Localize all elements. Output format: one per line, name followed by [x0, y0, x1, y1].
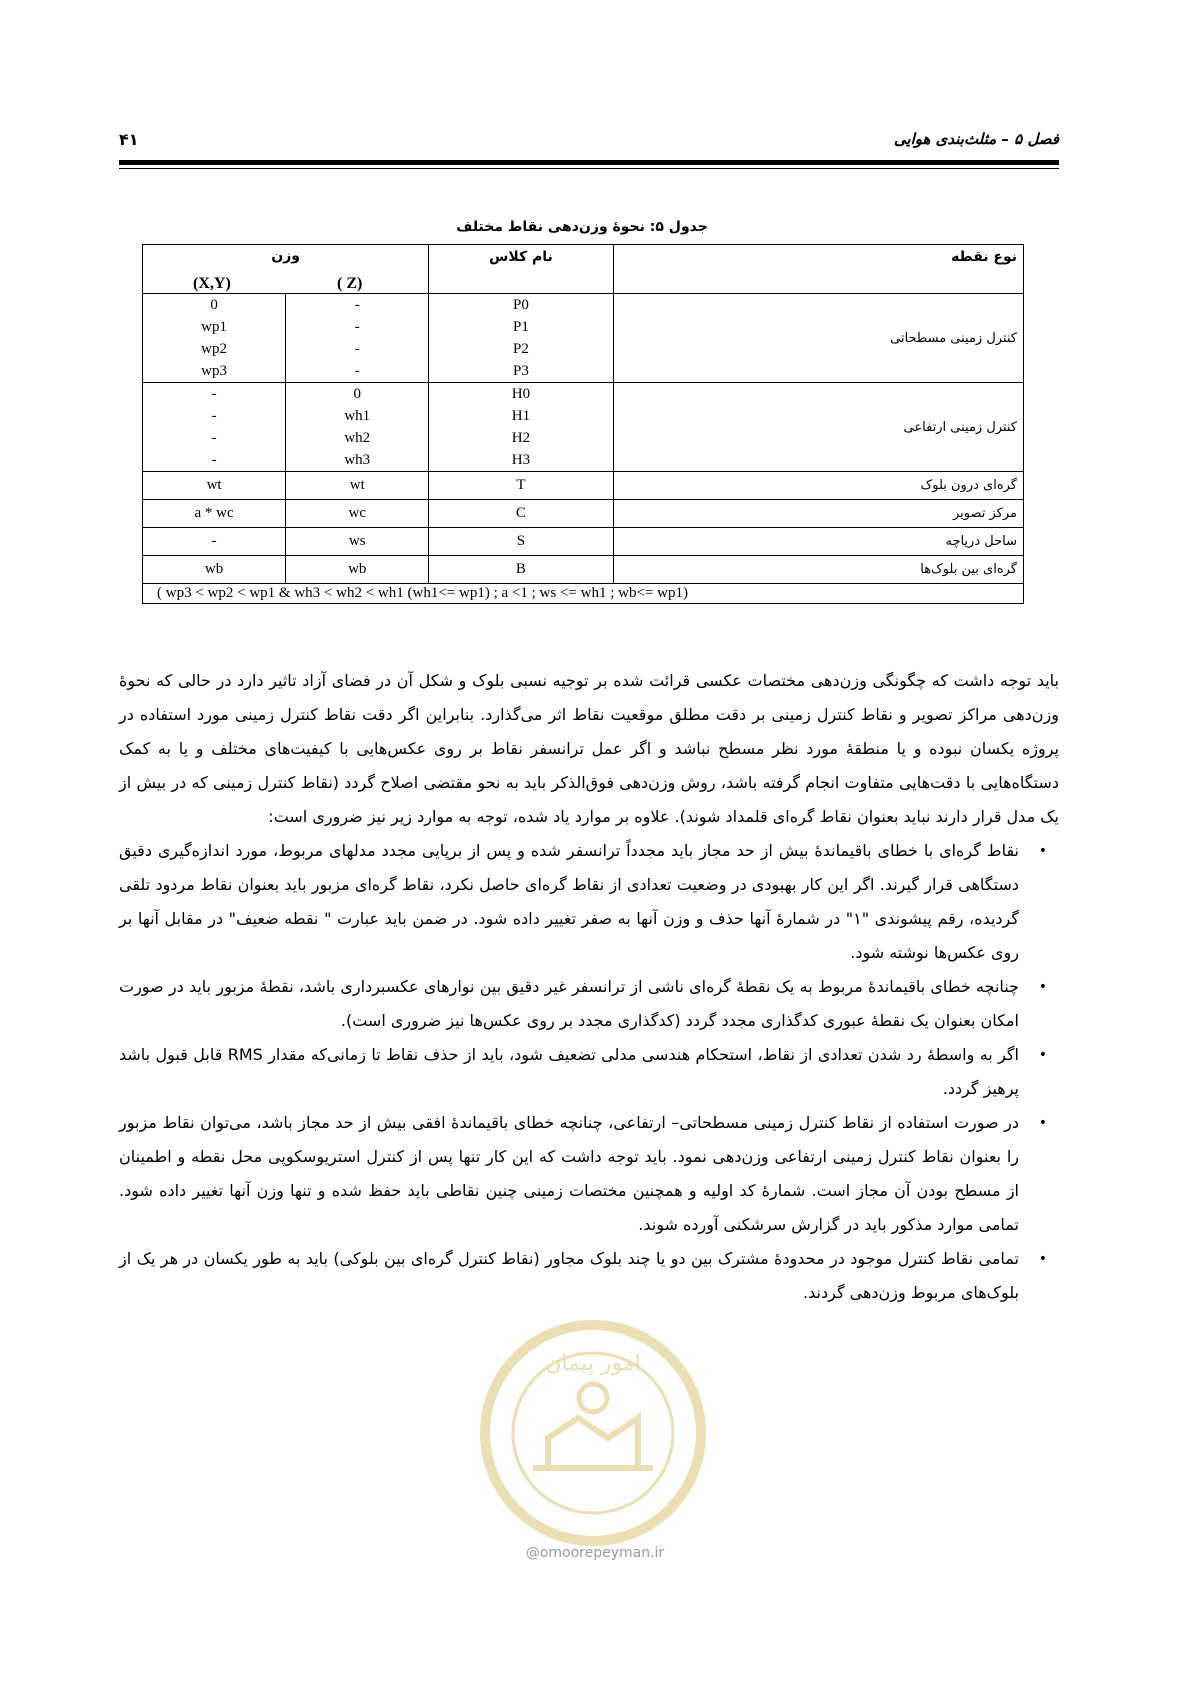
- class-value: P2: [512, 341, 529, 357]
- z-value: -: [354, 363, 360, 379]
- list-item-text: اگر به واسطهٔ رد شدن تعدادی از نقاط، استحکام هندسی مدلی تضعیف شود، باید از حذف نقاط تا زمانی‌که مقدار RMS قابل قبول باشد پرهیز گردد.: [119, 1045, 1019, 1098]
- header-class-name: نام کلاس: [429, 245, 613, 294]
- xy-value: -: [143, 528, 286, 556]
- xy-value: wt: [143, 472, 286, 500]
- z-value: -: [354, 319, 360, 335]
- class-value: H0: [511, 386, 531, 402]
- point-type-cell: کنترل زمینی ارتفاعی: [613, 383, 1023, 472]
- header-xy: (X,Y): [193, 275, 231, 292]
- header-weight: [143, 245, 429, 294]
- z-value: wb: [286, 556, 429, 584]
- z-value: wt: [286, 472, 429, 500]
- point-type-cell: کنترل زمینی مسطحاتی: [613, 294, 1023, 383]
- class-value: P3: [512, 363, 529, 379]
- class-value: S: [429, 528, 613, 556]
- xy-value: wp1: [201, 319, 227, 335]
- watermark-logo-text: امور پیمان: [545, 1351, 641, 1376]
- body-text: [119, 664, 1059, 1310]
- watermark-logo-icon: [478, 1318, 708, 1548]
- z-cell: [286, 294, 429, 383]
- z-value: -: [354, 297, 360, 313]
- list-item: [119, 970, 1059, 1038]
- header-rule: [119, 160, 1059, 165]
- chapter-title: فصل ۵ – مثلث‌بندی هوایی: [893, 130, 1059, 148]
- table-row: [143, 294, 1024, 383]
- bullet-icon: •: [1038, 979, 1047, 995]
- table-row: [143, 383, 1024, 472]
- header-rule-thin: [119, 168, 1059, 169]
- bullet-icon: •: [1038, 1251, 1047, 1267]
- table-row: [143, 528, 1024, 556]
- point-type-cell: مرکز تصویر: [613, 500, 1023, 528]
- header-z: (Z ): [337, 275, 363, 292]
- class-value: P1: [512, 319, 529, 335]
- table-row: [143, 472, 1024, 500]
- bullet-icon: •: [1038, 1047, 1047, 1063]
- list-item-text: تمامی نقاط کنترل موجود در محدودهٔ مشترک بین دو یا چند بلوک مجاور (نقاط کنترل گره‌ای بین بلوکی) باید به طور یکسان در هر یک از بلوک‌های مربوط وزن‌دهی گردند.: [119, 1249, 1019, 1302]
- xy-value: wp2: [201, 341, 227, 357]
- xy-value: -: [211, 386, 217, 402]
- table-row: [143, 556, 1024, 584]
- point-type-cell: گره‌ای درون بلوک: [613, 472, 1023, 500]
- table-caption: جدول ۵: نحوهٔ وزن‌دهی نقاط مختلف: [456, 219, 708, 235]
- class-value: C: [429, 500, 613, 528]
- page-number: ۴۱: [119, 130, 139, 149]
- list-item-text: در صورت استفاده از نقاط کنترل زمینی مسطحاتی– ارتفاعی، چنانچه خطای باقیماندهٔ افقی بیش از حد مجاز باشد، می‌توان نقاط مزبور را بعنوان نقاط کنترل زمینی ارتفاعی وزن‌دهی نمود. باید توجه داشت که این کار تنها پس از کنترل استریوسکوپی محل نقطه و اطمینان از مسطح بودن آن مجاز است. شمارهٔ کد اولیه و همچنین مختصات زمینی چنین نقاطی باید حفظ شده و تنها وزن آنها تغییر داده شود. تمامی موارد مذکور باید در گزارش سرشکنی آورده شوند.: [119, 1113, 1019, 1234]
- class-value: H1: [511, 408, 531, 424]
- header-point-type: نوع نقطه: [613, 245, 1023, 294]
- z-value: wh2: [344, 430, 371, 446]
- list-item: [119, 1242, 1059, 1310]
- xy-value: wb: [143, 556, 286, 584]
- z-cell: [286, 383, 429, 472]
- xy-value: -: [211, 430, 217, 446]
- intro-paragraph: باید توجه داشت که چگونگی وزن‌دهی مختصات عکسی قرائت شده بر توجیه نسبی بلوک و شکل آن در فضای آزاد تاثیر دارد در حالی که نحوهٔ وزن‌دهی مراکز تصویر و نقاط کنترل زمینی بر دقت مطلق موقعیت نقاط اثر می‌گذارد. بنابراین اگر دقت نقاط کنترل زمینی مورد استفاده در پروژه یکسان نبوده و یا منطقهٔ مورد نظر مسطح نباشد و اگر عمل ترانسفر نقاط بر روی عکس‌هایی با کیفیت‌های مختلف و یا به کمک دستگاه‌هایی با دقت‌هایی متفاوت انجام گرفته باشد، روش وزن‌دهی فوق‌الذکر باید به نحو مقتضی اصلاح گردد (نقاط کنترل زمینی که در بیش از یک مدل قرار دارند نباید بعنوان نقاط گره‌ای قلمداد شوند). علاوه بر موارد یاد شده، توجه به موارد زیر نیز ضروری است:: [119, 671, 1059, 826]
- xy-cell: [143, 383, 286, 472]
- xy-value: wp3: [201, 363, 227, 379]
- class-value: P0: [512, 297, 529, 313]
- bullet-list: [119, 834, 1059, 1310]
- xy-value: 0: [210, 297, 218, 313]
- z-value: -: [354, 341, 360, 357]
- table-row: [143, 500, 1024, 528]
- weights-table: [142, 244, 1024, 604]
- class-value: T: [429, 472, 613, 500]
- xy-value: -: [211, 408, 217, 424]
- point-type-cell: گره‌ای بین بلوک‌ها: [613, 556, 1023, 584]
- list-item: [119, 1106, 1059, 1242]
- bullet-icon: •: [1038, 843, 1047, 859]
- class-value: H2: [511, 430, 531, 446]
- list-item: [119, 834, 1059, 970]
- list-item-text: نقاط گره‌ای با خطای باقیماندهٔ بیش از حد مجاز باید مجدداً ترانسفر شده و پس از برپایی مجدد مدلهای مربوط، مورد اندازه‌گیری دقیق دستگاهی قرار گیرند. اگر این کار بهبودی در وضعیت تعدادی از نقاط گره‌ای حاصل نکرد، نقاط گره‌ای مزبور باید بعنوان نقاط مردود تلقی گردیده، رقم پیشوندی "۱" در شمارهٔ آنها حذف و وزن آنها به صفر تغییر داده شود. در ضمن باید عبارت " نقطه ضعیف" در مقابل آنها بر روی عکس‌ها نوشته شود.: [119, 841, 1019, 962]
- class-cell: [429, 294, 613, 383]
- class-value: H3: [511, 452, 531, 468]
- table-footer-row: [143, 584, 1024, 604]
- xy-cell: [143, 294, 286, 383]
- xy-value: -: [211, 452, 217, 468]
- class-cell: [429, 383, 613, 472]
- z-value: wc: [286, 500, 429, 528]
- list-item: [119, 1038, 1059, 1106]
- list-item-text: چنانچه خطای باقیماندهٔ مربوط به یک نقطهٔ گره‌ای ناشی از ترانسفر غیر دقیق بین نوارهای عکسبرداری باشد، نقطهٔ مزبور باید در صورت امکان بعنوان یک نقطهٔ عبوری کدگذاری مجدد گردد (کدگذاری مجدد بر روی عکس‌ها نیز ضروری است).: [119, 977, 1019, 1030]
- page-header: [119, 130, 1059, 152]
- z-value: wh1: [344, 408, 371, 424]
- bullet-icon: •: [1038, 1115, 1047, 1131]
- xy-value: a * wc: [143, 500, 286, 528]
- z-value: 0: [353, 386, 361, 402]
- table-header-row: [143, 245, 1024, 294]
- z-value: wh3: [344, 452, 371, 468]
- z-value: ws: [286, 528, 429, 556]
- class-value: B: [429, 556, 613, 584]
- header-weight-label: وزن: [271, 248, 301, 264]
- watermark-site: @omoorepeyman.ir: [525, 1545, 665, 1561]
- weight-constraints: ( wp3 < wp2 < wp1 & wh3 < wh2 < wh1 (wh1<= wp1) ; a <1 ; ws <= wh1 ; wb<= wp1): [143, 584, 1024, 604]
- point-type-cell: ساحل دریاچه: [613, 528, 1023, 556]
